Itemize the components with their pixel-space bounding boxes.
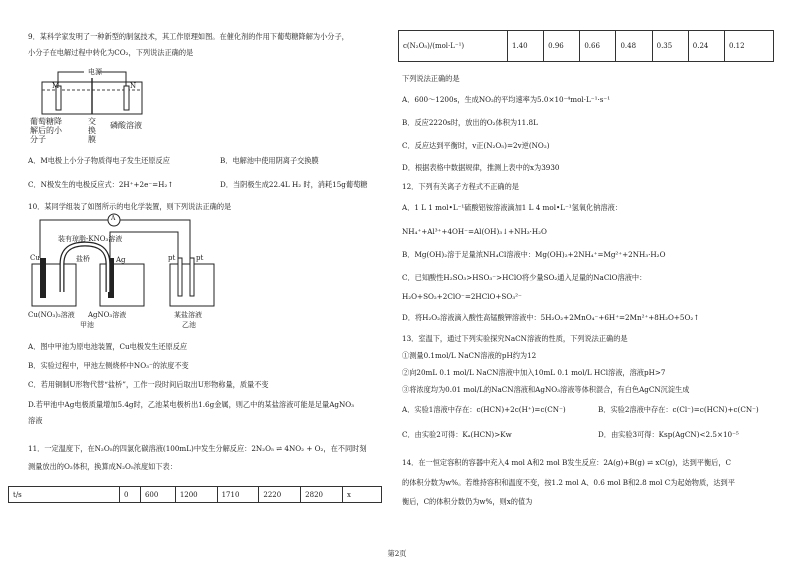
table-cell: 1.40 [508, 31, 544, 62]
q13-experiment-3: ③将浓度均为0.01 mol/L的NaCN溶液和AgNO₃溶液等体积混合，有白色AgCN沉淀生成 [402, 385, 690, 394]
table-cell: 0.35 [652, 31, 688, 62]
q9-electrolysis-figure [28, 66, 178, 146]
table-cell: 0.66 [580, 31, 616, 62]
table-cell: 0.48 [616, 31, 652, 62]
q13-experiment-2: ②向20mL 0.1 mol/L NaCN溶液中加入10mL 0.1 mol/L HCl溶液，溶液pH>7 [402, 368, 666, 377]
left-liquid-label-1: 葡萄糖降 [30, 117, 62, 126]
q10-cell-figure [28, 212, 238, 336]
cu-nitrate-solution-label: Cu(NO₃)₂溶液 [28, 311, 75, 319]
q9-stem-2: 小分子在电解过程中转化为CO₂，下列说法正确的是 [28, 48, 194, 57]
q14-stem-3: 衡后，C的体积分数仍为w%，则x的值为 [402, 497, 533, 506]
q9-option-d: D．当阴极生成22.4L H₂ 时，消耗15g葡萄糖 [220, 180, 368, 189]
q13-option-d: D．由实验3可得：Ksp(AgCN)<2.5×10⁻⁵ [598, 430, 739, 439]
q13-option-a: A．实验1溶液中存在：c(HCN)+2c(H⁺)=c(CN⁻) [402, 405, 566, 414]
q11-option-d: D．根据表格中数据规律，推测上表中的x为3930 [402, 163, 560, 172]
table-cell: 0.12 [725, 31, 774, 62]
q12-option-b: B．Mg(OH)₂溶于足量浓NH₄Cl溶液中：Mg(OH)₂+2NH₄⁺=Mg²⁺+2NH₃·H₂O [402, 250, 666, 259]
q12-option-a-equation: NH₄⁺+Al³⁺+4OH⁻=Al(OH)₃↓+NH₃·H₂O [402, 227, 547, 236]
electrode-m-label: M [52, 82, 60, 90]
right-liquid-label: 磷酸溶液 [110, 121, 142, 130]
table-cell: c(N₂O₅)/(mol·L⁻¹) [399, 31, 508, 62]
ag-electrode-label: Ag [116, 256, 126, 264]
left-liquid-label-2: 解后的小 [30, 126, 62, 135]
q12-option-c: C．已知酸性H₂SO₃>HSO₃⁻>HClO将少量SO₂通入足量的NaClO溶液中： [402, 273, 647, 282]
membrane-label-1: 交 [88, 117, 96, 126]
q12-option-a: A．1 L 1 mol•L⁻¹硫酸铝铵溶液滴加1 L 4 mol•L⁻¹氢氧化钠溶液： [402, 203, 622, 212]
cu-electrode-label: Cu [30, 254, 40, 262]
silver-nitrate-solution-label: AgNO₃溶液 [88, 311, 127, 319]
table-cell: 1710 [217, 487, 259, 503]
salt-solution-label: 某盐溶液 [174, 311, 202, 319]
table-row [9, 487, 382, 503]
table-cell: 2220 [259, 487, 301, 503]
q13-experiment-1: ①测量0.1mol/L NaCN溶液的pH约为12 [402, 351, 537, 360]
pt-electrode-2-label: pt [196, 254, 204, 262]
ammeter-icon: A [111, 215, 116, 222]
left-liquid-label-3: 分子 [30, 135, 46, 144]
table-row [399, 31, 774, 62]
table-cell: 600 [140, 487, 175, 503]
pool-b-label: 乙池 [182, 321, 196, 329]
membrane-label-3: 膜 [88, 135, 96, 144]
q11-stem-1: 11．一定温度下，在N₂O₅的四氯化碳溶液(100mL)中发生分解反应：2N₂O₅ ⇌ 4NO₂ + O₂，在不同时刻 [28, 444, 367, 453]
q9-option-a: A．M电极上小分子物质得电子发生还原反应 [28, 156, 170, 165]
q10-option-d-line1: D.若甲池中Ag电极质量增加5.4g时，乙池某电极析出1.6g金属，则乙中的某盐溶液可能是足量AgNO₃ [28, 400, 355, 409]
table-cell: 0.96 [544, 31, 580, 62]
q10-option-c: C．若用铜制U形物代替“盐桥”，工作一段时间后取出U形物称量，质量不变 [28, 380, 269, 389]
q12-stem: 12．下列有关离子方程式不正确的是 [402, 182, 519, 191]
table-cell: 0.24 [688, 31, 724, 62]
q10-option-a: A．图中甲池为原电池装置，Cu电极发生还原反应 [28, 342, 188, 351]
q12-option-d: D．将H₂O₂溶液滴入酸性高锰酸钾溶液中：5H₂O₂+2MnO₄⁻+6H⁺=2Mn²⁺+8H₂O+5O₂↑ [402, 313, 700, 322]
q9-stem-1: 9．某科学家发明了一种新型的制氢技术，其工作原理如图。在催化剂的作用下葡萄糖降解为小分子， [28, 32, 349, 41]
salt-bridge-content-label: 装有琼脂-KNO₃溶液 [58, 235, 123, 243]
q11-option-c: C．反应达到平衡时，v正(N₂O₅)=2v逆(NO₂) [402, 141, 550, 150]
table-cell: t/s [9, 487, 120, 503]
salt-bridge-label: 盐桥 [76, 255, 90, 263]
membrane-label-2: 换 [88, 126, 96, 135]
q13-option-b: B．实验2溶液中存在：c(Cl⁻)=c(HCN)+c(CN⁻) [598, 405, 759, 414]
q11-stem-2: 测量放出的O₂体积，换算成N₂O₅浓度如下表： [28, 462, 177, 471]
q11-option-b: B．反应2220s时，放出的O₂体积为11.8L [402, 118, 538, 127]
table-cell: 0 [120, 487, 141, 503]
table-cell: x [343, 487, 382, 503]
q10-option-b: B．实验过程中，甲池左侧烧杯中NO₃⁻的浓度不变 [28, 361, 189, 370]
page-number: 第2页 [387, 549, 407, 558]
q10-stem: 10．某同学组装了如图所示的电化学装置，则下列说法正确的是 [28, 202, 232, 211]
q10-option-d-line2: 溶液 [28, 416, 43, 425]
q14-stem-2: 的体积分数为w%。若维持容积和温度不变，按1.2 mol A、0.6 mol B和2.8 mol C为起始物质，达到平 [402, 478, 735, 487]
table-cell: 1200 [175, 487, 217, 503]
pool-a-label: 甲池 [80, 321, 94, 329]
q11-table-time-row [8, 486, 382, 503]
q12-option-c-equation: H₂O+SO₂+2ClO⁻=2HClO+SO₃²⁻ [402, 292, 522, 301]
q13-stem: 13．室温下，通过下列实验探究NaCN溶液的性质，下列说法正确的是 [402, 334, 628, 343]
q9-option-c: C．N极发生的电极反应式：2H⁺+2e⁻=H₂↑ [28, 180, 174, 189]
q11-table-concentration-row [398, 30, 774, 62]
electrode-n-label: N [130, 82, 137, 90]
q11-ask: 下列说法正确的是 [402, 74, 460, 83]
q14-stem-1: 14．在一恒定容积的容器中充入4 mol A和2 mol B发生反应：2A(g)+B(g) ⇌ xC(g)，达到平衡后，C [402, 458, 732, 467]
q9-option-b: B．电解池中使用阴离子交换膜 [220, 156, 319, 165]
q11-option-a: A．600～1200s，生成NO₂的平均速率为5.0×10⁻⁴mol·L⁻¹·s⁻¹ [402, 95, 611, 104]
power-label: 电源 [88, 68, 102, 76]
table-cell: 2820 [301, 487, 343, 503]
pt-electrode-1-label: pt [168, 254, 176, 262]
q13-option-c: C．由实验2可得：Kₐ(HCN)>Kw [402, 430, 512, 439]
